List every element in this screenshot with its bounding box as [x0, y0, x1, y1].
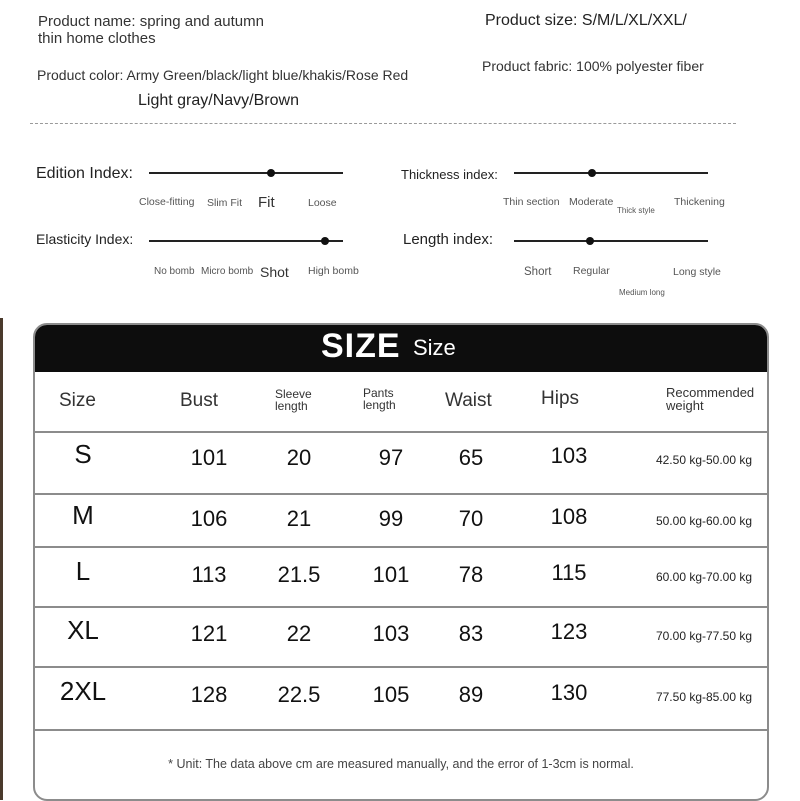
elasticity-scale-line	[149, 240, 343, 242]
size-table-subtitle: Size	[413, 335, 456, 360]
col-header-weight-line2: weight	[666, 398, 704, 413]
measurement-note: * Unit: The data above cm are measured manually, and the error of 1-3cm is normal.	[168, 757, 634, 771]
elasticity-index-label: Elasticity Index:	[36, 231, 134, 247]
length-option: Long style	[673, 266, 721, 278]
edition-scale-marker	[267, 169, 275, 177]
elasticity-option: High bomb	[308, 265, 359, 277]
thickness-option-selected: Moderate	[569, 196, 614, 208]
col-header-sleeve-line1: Sleeve	[275, 387, 312, 401]
length-index-label: Length index:	[403, 231, 494, 248]
edition-option-selected: Fit	[258, 194, 275, 211]
cell-bust: 113	[191, 562, 227, 587]
col-header-pants	[363, 387, 396, 411]
cell-weight: 50.00 kg-60.00 kg	[655, 514, 753, 528]
cell-hips: 123	[550, 619, 588, 644]
cell-pants: 99	[378, 506, 404, 531]
size-table-header-bar	[35, 325, 767, 372]
length-option: Medium long	[619, 288, 665, 297]
product-fabric: Product fabric: 100% polyester fiber	[482, 58, 704, 74]
cell-bust: 106	[190, 506, 228, 531]
edition-index-label: Edition Index:	[36, 165, 133, 182]
row-divider	[35, 666, 767, 668]
col-header-pants-line2: length	[363, 398, 396, 412]
cell-sleeve: 21	[286, 506, 312, 531]
cell-bust: 128	[190, 682, 228, 707]
row-divider	[35, 546, 767, 548]
length-option: Short	[524, 266, 552, 278]
cell-weight: 77.50 kg-85.00 kg	[655, 690, 753, 704]
elasticity-option-selected: Shot	[260, 264, 289, 280]
length-scale-marker	[586, 237, 594, 245]
edition-option: Loose	[308, 197, 337, 209]
col-header-pants-line1: Pants	[363, 386, 394, 400]
row-divider	[35, 493, 767, 495]
edition-option: Slim Fit	[207, 197, 242, 209]
cell-weight: 60.00 kg-70.00 kg	[655, 570, 753, 584]
thickness-option: Thin section	[503, 196, 560, 208]
thickness-option: Thick style	[617, 206, 655, 215]
product-name-line2: thin home clothes	[38, 30, 156, 47]
length-option-selected: Regular	[573, 265, 610, 277]
col-header-weight-line1: Recommended	[666, 385, 755, 400]
left-edge-bar	[0, 318, 3, 800]
cell-waist: 89	[458, 682, 484, 707]
cell-weight: 42.50 kg-50.00 kg	[655, 453, 753, 467]
row-divider	[35, 431, 767, 433]
cell-sleeve: 22	[286, 621, 312, 646]
product-color-line2: Light gray/Navy/Brown	[138, 92, 299, 109]
col-header-weight	[666, 386, 754, 412]
cell-hips: 130	[550, 680, 588, 705]
elasticity-option: No bomb	[154, 266, 195, 277]
col-header-size: Size	[59, 390, 96, 411]
elasticity-scale-marker	[321, 237, 329, 245]
edition-option: Close-fitting	[139, 196, 195, 208]
product-color-line1: Product color: Army Green/black/light blue/khakis/Rose Red	[37, 67, 409, 83]
cell-pants: 101	[372, 562, 410, 587]
row-divider	[35, 729, 767, 731]
col-header-waist: Waist	[445, 390, 492, 411]
col-header-sleeve	[275, 388, 312, 412]
cell-weight: 70.00 kg-77.50 kg	[655, 629, 753, 643]
thickness-scale-marker	[588, 169, 596, 177]
cell-waist: 70	[458, 506, 484, 531]
size-table-card	[33, 323, 769, 801]
row-divider	[35, 606, 767, 608]
size-table-title: SIZE	[321, 327, 401, 365]
cell-size: 2XL	[59, 676, 107, 706]
edition-scale-line	[149, 172, 343, 174]
cell-pants: 105	[372, 682, 410, 707]
cell-waist: 83	[458, 621, 484, 646]
cell-waist: 65	[458, 445, 484, 470]
cell-size: L	[75, 556, 91, 586]
thickness-scale-line	[514, 172, 708, 174]
col-header-hips: Hips	[541, 388, 580, 409]
cell-sleeve: 20	[286, 445, 312, 470]
cell-pants: 103	[372, 621, 410, 646]
product-name-line1: Product name: spring and autumn	[38, 13, 264, 30]
cell-pants: 97	[378, 445, 404, 470]
cell-sleeve: 22.5	[277, 682, 321, 707]
dashed-divider	[30, 123, 736, 124]
cell-waist: 78	[458, 562, 484, 587]
thickness-index-label: Thickness index:	[401, 167, 498, 182]
length-scale-line	[514, 240, 708, 242]
col-header-bust: Bust	[180, 390, 219, 411]
product-size: Product size: S/M/L/XL/XXL/	[485, 12, 687, 29]
cell-bust: 121	[190, 621, 228, 646]
cell-hips: 108	[550, 504, 588, 529]
cell-sleeve: 21.5	[277, 562, 321, 587]
elasticity-option: Micro bomb	[201, 266, 254, 277]
cell-size: S	[74, 439, 92, 469]
cell-size: XL	[67, 615, 99, 645]
thickness-option: Thickening	[674, 196, 725, 208]
col-header-sleeve-line2: length	[275, 399, 308, 413]
cell-size: M	[72, 500, 94, 530]
cell-hips: 103	[550, 443, 588, 468]
cell-hips: 115	[551, 560, 587, 585]
cell-bust: 101	[190, 445, 228, 470]
